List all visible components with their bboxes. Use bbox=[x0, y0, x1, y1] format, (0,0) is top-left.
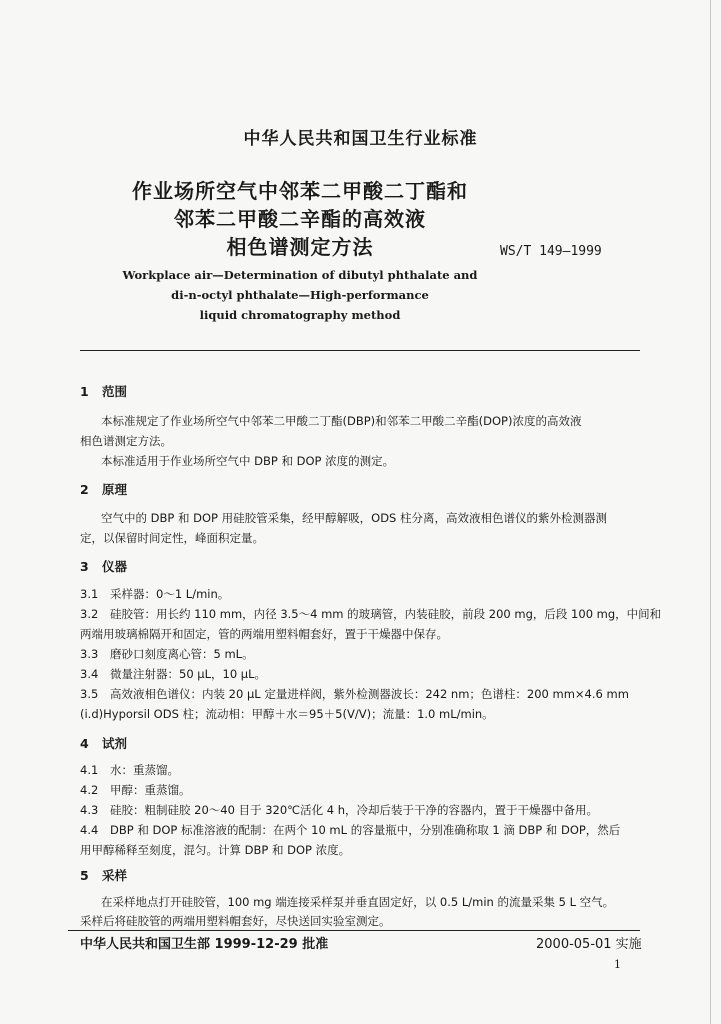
section-title: 采样 bbox=[102, 868, 128, 883]
clause-4-3 bbox=[80, 802, 598, 818]
cn-title-line-2: 邻苯二甲酸二辛酯的高效液 bbox=[174, 207, 426, 231]
clause-number: 4.2 bbox=[80, 783, 99, 797]
section-3-heading bbox=[80, 557, 127, 575]
effective-date: 2000-05-01 实施 bbox=[536, 937, 642, 952]
clause-4-1 bbox=[80, 762, 179, 778]
clause-number: 4.3 bbox=[80, 803, 99, 817]
clause-text: 水：重蒸馏。 bbox=[110, 763, 179, 777]
clause-3-2 bbox=[80, 606, 661, 622]
section-2-line-2: 定，以保留时间定性，峰面积定量。 bbox=[80, 531, 264, 545]
section-2-line-1: 空气中的 DBP 和 DOP 用硅胶管采集，经甲醇解吸，ODS 柱分离，高效液相色谱仪的紫外检测器测 bbox=[101, 511, 608, 525]
scan-edge-line bbox=[710, 0, 711, 1024]
en-title-line-3: liquid chromatography method bbox=[199, 308, 401, 322]
section-5-line-2: 采样后将硅胶管的两端用塑料帽套好，尽快送回实验室测定。 bbox=[80, 914, 391, 928]
footer-divider bbox=[68, 930, 640, 931]
clause-3-5 bbox=[80, 686, 629, 702]
page-number: 1 bbox=[614, 958, 621, 971]
clause-text: 硅胶管：用长约 110 mm，内径 3.5～4 mm 的玻璃管，内装硅胶，前段 200 mg，后段 100 mg，中间和 bbox=[110, 607, 662, 621]
section-5-heading bbox=[80, 866, 127, 884]
section-number: 5 bbox=[80, 868, 89, 883]
section-number: 4 bbox=[80, 736, 89, 751]
clause-number: 4.4 bbox=[80, 823, 99, 837]
clause-text: 硅胶：粗制硅胶 20～40 目于 320℃活化 4 h，冷却后装于干净的容器内，置于干燥器中备用。 bbox=[110, 803, 599, 817]
section-1-line-3: 本标准适用于作业场所空气中 DBP 和 DOP 浓度的测定。 bbox=[101, 454, 395, 468]
clause-3-5-continued: (i.d)Hyporsil ODS 柱；流动相：甲醇＋水＝95＋5(V/V)；流量：1.0 mL/min。 bbox=[80, 707, 494, 721]
clause-4-4-continued: 用甲醇稀释至刻度，混匀。计算 DBP 和 DOP 浓度。 bbox=[80, 843, 351, 857]
section-5-line-1: 在采样地点打开硅胶管，100 mg 端连接采样泵并垂直固定好，以 0.5 L/min 的流量采集 5 L 空气。 bbox=[101, 895, 615, 909]
clause-number: 3.3 bbox=[80, 647, 99, 661]
section-title: 范围 bbox=[102, 384, 128, 399]
clause-3-1 bbox=[80, 586, 229, 602]
clause-text: 采样器：0～1 L/min。 bbox=[110, 587, 230, 601]
clause-text: 微量注射器：50 μL，10 μL。 bbox=[110, 667, 267, 681]
section-4-heading bbox=[80, 734, 127, 752]
clause-3-4 bbox=[80, 666, 266, 682]
standard-code: WS/T 149—1999 bbox=[500, 244, 602, 259]
title-divider bbox=[80, 350, 640, 351]
en-title-line-1: Workplace air—Determination of dibutyl phthalate and bbox=[122, 268, 478, 282]
clause-number: 3.4 bbox=[80, 667, 99, 681]
standard-type-heading: 中华人民共和国卫生行业标准 bbox=[243, 129, 478, 149]
clause-3-3 bbox=[80, 646, 254, 662]
section-1-line-1: 本标准规定了作业场所空气中邻苯二甲酸二丁酯(DBP)和邻苯二甲酸二辛酯(DOP)浓度的高效液 bbox=[101, 414, 582, 428]
section-title: 仪器 bbox=[102, 559, 128, 574]
clause-text: DBP 和 DOP 标准溶液的配制：在两个 10 mL 的容量瓶中，分别准确称取 1 滴 DBP 和 DOP，然后 bbox=[110, 823, 621, 837]
clause-text: 高效液相色谱仪：内装 20 μL 定量进样阀，紫外检测器波长：242 nm；色谱柱：200 mm×4.6 mm bbox=[110, 687, 629, 701]
section-2-heading bbox=[80, 480, 127, 498]
clause-text: 甲醇：重蒸馏。 bbox=[110, 783, 191, 797]
section-1-line-2: 相色谱测定方法。 bbox=[80, 434, 172, 448]
clause-3-2-continued: 两端用玻璃棉隔开和固定，管的两端用塑料帽套好，置于干燥器中保存。 bbox=[80, 627, 448, 641]
section-title: 原理 bbox=[102, 482, 128, 497]
clause-number: 3.5 bbox=[80, 687, 99, 701]
cn-title-line-1: 作业场所空气中邻苯二甲酸二丁酯和 bbox=[132, 179, 468, 203]
clause-number: 3.2 bbox=[80, 607, 99, 621]
clause-4-2 bbox=[80, 782, 191, 798]
clause-4-4 bbox=[80, 822, 620, 838]
section-1-heading bbox=[80, 382, 127, 400]
clause-text: 磨砂口刻度离心管：5 mL。 bbox=[110, 647, 254, 661]
section-number: 3 bbox=[80, 559, 89, 574]
clause-number: 4.1 bbox=[80, 763, 99, 777]
clause-number: 3.1 bbox=[80, 587, 99, 601]
section-number: 2 bbox=[80, 482, 89, 497]
en-title-line-2: di-n-octyl phthalate—High-performance bbox=[171, 288, 429, 302]
cn-title-line-3: 相色谱测定方法 bbox=[226, 235, 374, 259]
section-number: 1 bbox=[80, 384, 89, 399]
approval-date: 中华人民共和国卫生部 1999-12-29 批准 bbox=[80, 937, 329, 952]
section-title: 试剂 bbox=[102, 736, 128, 751]
